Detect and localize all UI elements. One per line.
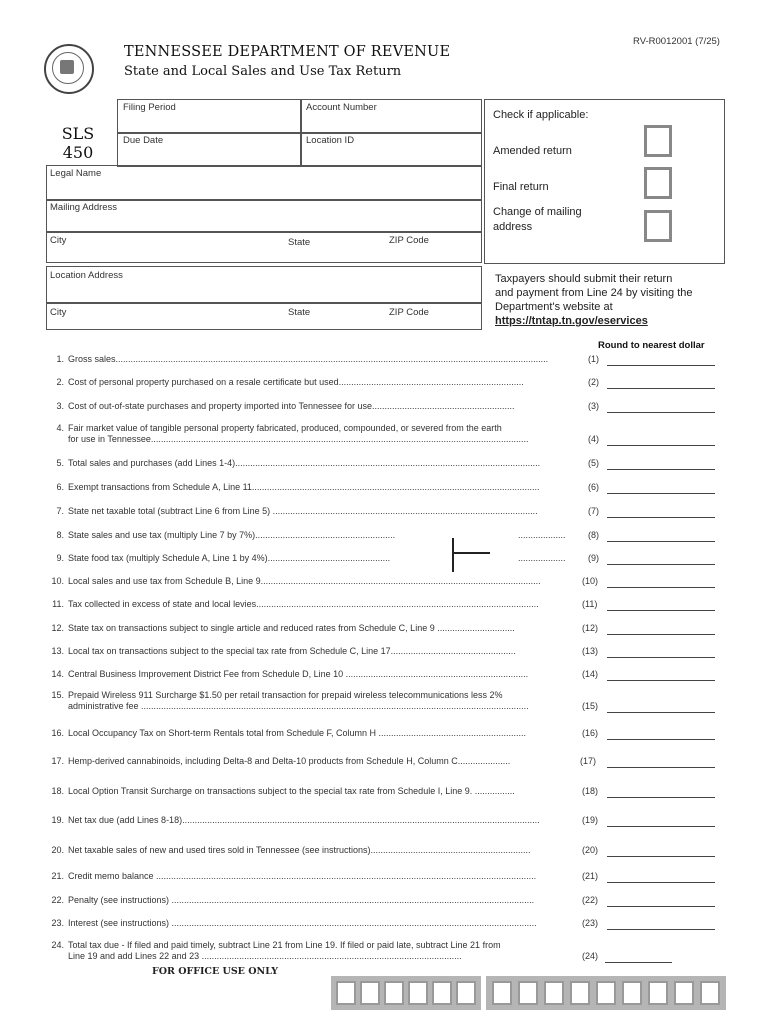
line-15: [48, 690, 588, 700]
line-text: Fair market value of tangible personal property fabricated, produced, compounded, or severed from the earth: [68, 423, 502, 433]
office-use-label: FOR OFFICE USE ONLY: [152, 966, 279, 977]
amount-input-line[interactable]: [607, 587, 715, 588]
line-text: Exempt transactions from Schedule A, Line 11...................................................................................................................: [68, 482, 540, 492]
line-3: [48, 401, 588, 411]
line-ref: (15): [582, 701, 599, 711]
legal-name-field[interactable]: Legal Name: [46, 165, 482, 201]
form-id: RV-R0012001 (7/25): [633, 36, 720, 47]
location-state-label: State: [288, 307, 311, 318]
amount-input-line[interactable]: [607, 767, 715, 768]
line-number: 4.: [56, 423, 64, 433]
eservices-link[interactable]: https://tntap.tn.gov/eservices: [495, 315, 648, 327]
line-24: [48, 940, 588, 950]
line-text: Hemp-derived cannabinoids, including Delta-8 and Delta-10 products from Schedule H, Column C.....................: [68, 756, 511, 766]
line-ref: (23): [582, 918, 599, 928]
line-5: [48, 458, 588, 468]
filing-period-field[interactable]: Filing Period: [117, 99, 302, 134]
amount-input-line[interactable]: [607, 929, 715, 930]
line-text: Penalty (see instructions) .................................................................................................................................................: [68, 895, 535, 905]
line-number: 14.: [51, 669, 64, 679]
line-number: 19.: [51, 815, 64, 825]
line-11: [48, 599, 588, 609]
line-number: 13.: [51, 646, 64, 656]
line-text: Net tax due (add Lines 8-18)...............................................................................................................................................: [68, 815, 540, 825]
bracket-mark-tick: [454, 552, 490, 554]
line-number: 2.: [56, 377, 64, 387]
line-number: 10.: [51, 576, 64, 586]
line-number: 7.: [56, 506, 64, 516]
check-if-applicable-panel: Check if applicable: Amended return Final return Change of mailing address: [484, 99, 725, 264]
line-text: Local tax on transactions subject to the special tax rate from Schedule C, Line 17..................................................: [68, 646, 516, 656]
final-return-checkbox[interactable]: [644, 167, 672, 199]
office-use-cell: [384, 981, 404, 1005]
amount-input-line[interactable]: [607, 739, 715, 740]
line-ref: (18): [582, 786, 599, 796]
line-ref: (1): [588, 354, 599, 364]
line-number: 9.: [56, 553, 64, 563]
office-use-cell: [674, 981, 694, 1005]
amount-input-line[interactable]: [607, 826, 715, 827]
line-ref: (13): [582, 646, 599, 656]
line-ref: (20): [582, 845, 599, 855]
line-number: 12.: [51, 623, 64, 633]
line-number: 8.: [56, 530, 64, 540]
line-ref: (19): [582, 815, 599, 825]
line-ref: (4): [588, 434, 599, 444]
line-17: [48, 756, 588, 766]
line-ref: (5): [588, 458, 599, 468]
line-ref: (24): [582, 951, 599, 961]
line-22: [48, 895, 588, 905]
amount-input-line[interactable]: [607, 856, 715, 857]
mailing-city-row[interactable]: City State ZIP Code: [46, 231, 482, 263]
line-ref: (10): [582, 576, 599, 586]
line-13: [48, 646, 588, 656]
line-19: [48, 815, 588, 825]
line-21: [48, 871, 588, 881]
account-number-field[interactable]: Account Number: [300, 99, 482, 134]
amount-input-line[interactable]: [607, 680, 715, 681]
form-code: SLS 450: [61, 124, 95, 162]
line-number: 6.: [56, 482, 64, 492]
amount-input-line[interactable]: [607, 564, 715, 565]
amount-input-line[interactable]: [607, 493, 715, 494]
office-use-cell: [432, 981, 452, 1005]
change-address-checkbox[interactable]: [644, 210, 672, 242]
line-text: Tax collected in excess of state and local levies.................................................................................................................: [68, 599, 539, 609]
line-ref: (3): [588, 401, 599, 411]
mailing-state-label: State: [288, 237, 311, 248]
line-ref: (11): [582, 599, 598, 609]
line-text: Cost of out-of-state purchases and property imported into Tennessee for use.........................................................: [68, 401, 515, 411]
mailing-zip-label: ZIP Code: [389, 235, 429, 246]
office-use-cell: [700, 981, 720, 1005]
line-number: 3.: [56, 401, 64, 411]
amount-input-line[interactable]: [607, 517, 715, 518]
line-number: 24.: [51, 940, 64, 950]
line-23: [48, 918, 588, 928]
amount-input-line[interactable]: [607, 610, 715, 611]
line-ref: (14): [582, 669, 599, 679]
office-use-cell: [596, 981, 616, 1005]
line-number: 21.: [51, 871, 64, 881]
office-use-cell: [492, 981, 512, 1005]
amount-input-line[interactable]: [605, 962, 672, 963]
amended-return-checkbox[interactable]: [644, 125, 672, 157]
location-city-row[interactable]: City State ZIP Code: [46, 302, 482, 330]
line-ref: (17): [580, 756, 597, 766]
line-7: [48, 506, 588, 516]
amount-input-line[interactable]: [607, 712, 715, 713]
line-number: 23.: [51, 918, 64, 928]
line-text: Central Business Improvement District Fee from Schedule D, Line 10 .........................................................................: [68, 669, 529, 679]
line-ref: (21): [582, 871, 599, 881]
office-use-cell: [622, 981, 642, 1005]
line-16: [48, 728, 588, 738]
round-label: Round to nearest dollar: [598, 340, 705, 351]
bracket-mark: [452, 538, 454, 572]
amount-input-line[interactable]: [607, 634, 715, 635]
line-ref: (16): [582, 728, 599, 738]
office-use-cell: [408, 981, 428, 1005]
line-text: Prepaid Wireless 911 Surcharge $1.50 per retail transaction for prepaid wireless telecommunications less 2%: [68, 690, 503, 700]
line-ref: (6): [588, 482, 599, 492]
tennessee-seal-icon: [44, 44, 94, 94]
amount-input-line[interactable]: [607, 541, 715, 542]
form-title: State and Local Sales and Use Tax Return: [124, 64, 402, 79]
line-number: 20.: [51, 845, 64, 855]
line-number: 15.: [51, 690, 64, 700]
line-ref: (9): [588, 553, 599, 563]
line-ref: (2): [588, 377, 599, 387]
line-12: [48, 623, 588, 633]
line-ref: (8): [588, 530, 599, 540]
line-9: [48, 553, 420, 563]
amount-input-line[interactable]: [607, 469, 715, 470]
line-text: State food tax (multiply Schedule A, Line 1 by 4%).................................................: [68, 553, 391, 563]
mailing-address-field[interactable]: Mailing Address: [46, 199, 482, 233]
location-address-field[interactable]: Location Address: [46, 266, 482, 304]
line-10: [48, 576, 588, 586]
line-ref: (7): [588, 506, 599, 516]
office-use-cell: [456, 981, 476, 1005]
line-number: 16.: [51, 728, 64, 738]
line-18: [48, 786, 588, 796]
line-ref: (12): [582, 623, 599, 633]
line-text: State sales and use tax (multiply Line 7 by 7%)........................................................: [68, 530, 396, 540]
line-4: [48, 423, 588, 433]
line-text: Cost of personal property purchased on a resale certificate but used..........................................................................: [68, 377, 524, 387]
due-date-field[interactable]: Due Date: [117, 132, 302, 167]
line-text: Interest (see instructions) ..................................................................................................................................................: [68, 918, 537, 928]
office-use-cell: [570, 981, 590, 1005]
amount-input-line[interactable]: [607, 365, 715, 366]
submission-note: Taxpayers should submit their return and payment from Line 24 by visiting the Department's website at https://tntap.tn.gov/eservices: [495, 272, 725, 328]
line-number: 22.: [51, 895, 64, 905]
line-text: Total tax due - If filed and paid timely, subtract Line 21 from Line 19. If filed or paid late, subtract Line 21 from: [68, 940, 501, 950]
line-number: 17.: [51, 756, 64, 766]
line-number: 5.: [56, 458, 64, 468]
line-text: Local sales and use tax from Schedule B, Line 9................................................................................................................: [68, 576, 541, 586]
line-20: [48, 845, 588, 855]
amount-input-line[interactable]: [607, 388, 715, 389]
line-number: 1.: [56, 354, 64, 364]
amount-input-line[interactable]: [607, 797, 715, 798]
line-text: State net taxable total (subtract Line 6 from Line 5) ..........................................................................................................: [68, 506, 538, 516]
line-6: [48, 482, 588, 492]
amount-input-line[interactable]: [607, 445, 715, 446]
line-1: [48, 354, 588, 364]
line-number: 11.: [52, 599, 64, 609]
line-text: Gross sales.............................................................................................................................................................................: [68, 354, 549, 364]
line-ref: (22): [582, 895, 599, 905]
amount-input-line[interactable]: [607, 412, 715, 413]
office-use-cell: [336, 981, 356, 1005]
line-14: [48, 669, 588, 679]
location-zip-label: ZIP Code: [389, 307, 429, 318]
office-use-cell: [544, 981, 564, 1005]
line-text: State tax on transactions subject to single article and reduced rates from Schedule C, Line 9 ...............................: [68, 623, 515, 633]
line-text-continued: Line 19 and add Lines 22 and 23 ........................................................................................................: [68, 951, 462, 961]
line-text: Local Occupancy Tax on Short-term Rentals total from Schedule F, Column H ...........................................................: [68, 728, 527, 738]
amount-input-line[interactable]: [607, 906, 715, 907]
amount-input-line[interactable]: [607, 657, 715, 658]
line-text-continued: administrative fee ...........................................................................................................................................................: [68, 701, 529, 711]
line-leader: ...................: [518, 530, 566, 540]
line-8: [48, 530, 420, 540]
office-use-cell: [518, 981, 538, 1005]
line-text: Total sales and purchases (add Lines 1-4)..........................................................................................................................: [68, 458, 541, 468]
line-text: Credit memo balance ........................................................................................................................................................: [68, 871, 537, 881]
line-leader: ...................: [518, 553, 566, 563]
department-name: TENNESSEE DEPARTMENT OF REVENUE: [124, 44, 451, 60]
office-use-cell: [360, 981, 380, 1005]
line-2: [48, 377, 588, 387]
line-text: Local Option Transit Surcharge on transactions subject to the special tax rate from Schedule I, Line 9. ................: [68, 786, 515, 796]
office-use-cell: [648, 981, 668, 1005]
line-text-continued: for use in Tennessee.......................................................................................................................................................: [68, 434, 529, 444]
location-id-field[interactable]: Location ID: [300, 132, 482, 167]
line-number: 18.: [51, 786, 64, 796]
amount-input-line[interactable]: [607, 882, 715, 883]
line-text: Net taxable sales of new and used tires sold in Tennessee (see instructions)................................................................: [68, 845, 531, 855]
